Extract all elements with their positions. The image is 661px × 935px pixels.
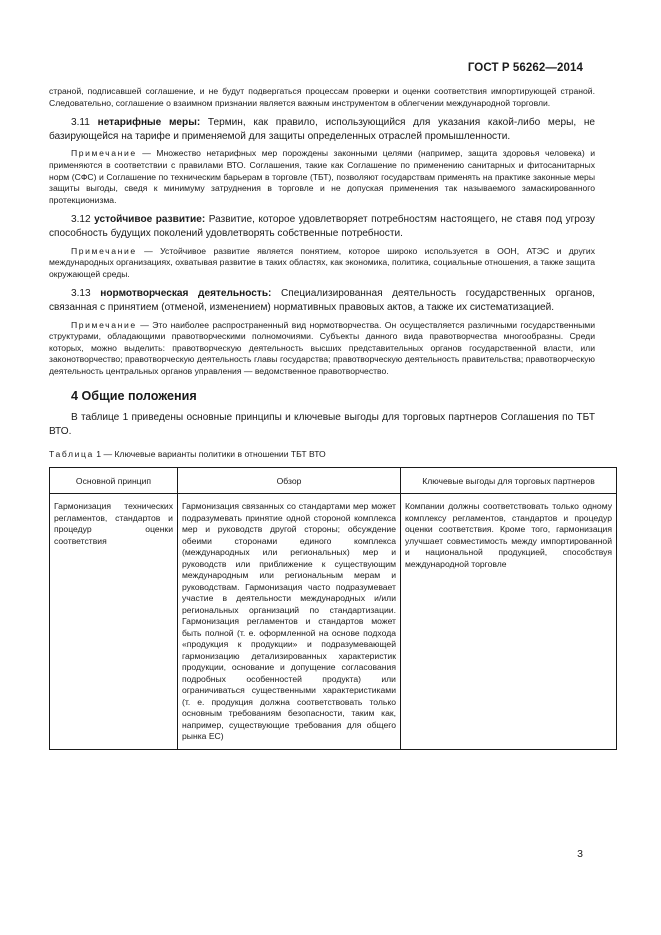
definition-term: устойчивое развитие: <box>94 214 206 226</box>
table-caption-text: 1 — Ключевые варианты политики в отношении ТБТ ВТО <box>96 448 326 459</box>
document-code: ГОСТ Р 56262—2014 <box>467 62 583 74</box>
cell-benefits: Компании должны соответствовать только одному комплексу регламентов, стандартов и процедур оценки соответствия. Кроме того, гармонизация улучшает совместимость между импортированной и национальной продукцией, способствуя международной торговле <box>401 494 617 750</box>
note-label: Примечание <box>71 319 137 330</box>
definition-3-13 <box>49 287 595 314</box>
definition-number: 3.13 <box>71 288 91 300</box>
definition-term: нормотворческая деятельность: <box>100 288 272 300</box>
definition-number: 3.11 <box>71 117 90 129</box>
definition-number: 3.12 <box>71 214 91 226</box>
header-principle: Основной принцип <box>50 467 178 494</box>
page-number: 3 <box>577 848 583 860</box>
page-content <box>49 86 612 750</box>
note-3-12 <box>49 246 595 281</box>
table-row <box>50 494 617 750</box>
definition-term: нетарифные меры: <box>97 117 201 129</box>
note-text: — Множество нетарифных мер порождены законными целями (например, защита здоровья человека) и применяются в соответствии с правилами ВТО. Соглашения, такие как Соглашение по применению санитарных и фитосанитарных норм (СФС) и Соглашение по техническим барьерам в торговле (ТБТ), позволяют государствам применять на практике законные меры защиты выгоды, сведя к минимуму затруднения в торговле и не допуская применения так называемого замаскированного протекционизма. <box>49 148 595 205</box>
section-paragraph: В таблице 1 приведены основные принципы и ключевые выгоды для торговых партнеров Соглашения по ТБТ ВТО. <box>49 412 595 438</box>
cell-principle: Гармонизация технических регламентов, стандартов и процедур оценки соответствия <box>50 494 178 750</box>
header-benefits: Ключевые выгоды для торговых партнеров <box>401 467 617 494</box>
cell-overview: Гармонизация связанных со стандартами мер может подразумевать принятие одной стороной комплекса мер и руководств другой стороны; обсуждение обеими сторонами единого комплекса (международных или региональных) мер и руководств или приближение к существующим международным или региональным мерам и руководствам. Гармонизация часто подразумевает участие в деятельности международных и/или региональных организаций по стандартизации. Гармонизация регламентов и стандартов может быть полной (т. е. оформленной на основе подхода «продукция к продукции» и подразумевающей гармонизацию детализированных характеристик продукции, основание и допущение согласования подробных особенностей продукта) или ограничиваться существенными характеристиками (т. е. продукция должна соответствовать только основным требованиям безопасности, таким как, например, существующие требования для общего рынка ЕС) <box>178 494 401 750</box>
table-caption-label: Таблица <box>49 448 94 459</box>
note-text: — Это наиболее распространенный вид нормотворчества. Он осуществляется различными государственными структурами, обладающими правотворческими полномочиями. Субъекты данного вида правотворчества многообразны. Среди которых, можно выделить: правотворческую деятельность высших представительных органов государственной власти, или законотворчество; правотворческую деятельность главы государства; правотворческую деятельность правительства; правотворческую деятельность центральных органов управления — ведомственное правотворчество. <box>49 319 596 376</box>
section-title: 4 Общие положения <box>71 389 197 404</box>
note-label: Примечание <box>71 245 137 256</box>
definition-3-12 <box>49 213 595 240</box>
definition-text: Развитие, которое удовлетворяет потребностям настоящего, не ставя под угрозу способность будущих поколений удовлетворять собственные потребности. <box>49 214 595 239</box>
definition-3-11 <box>49 116 595 143</box>
definition-text: Термин, как правило, использующийся для указания какой-либо меры, не базирующейся на тарифе и применяемой для защиты определенных отраслей промышленности. <box>49 117 596 142</box>
definition-text: Специализированная деятельность государственных органов, связанная с принятием (отменой, изменением) нормативных правовых актов, а также их систематизацией. <box>49 288 595 313</box>
note-3-11 <box>49 148 595 206</box>
table-caption <box>49 449 595 459</box>
header-overview: Обзор <box>178 467 401 494</box>
policy-table <box>49 467 617 750</box>
note-label: Примечание <box>71 148 137 159</box>
table-header-row <box>50 467 617 494</box>
intro-paragraph: страной, подписавшей соглашение, и не будут подвергаться процессам проверки и оценки соответствия импортирующей страной. Следовательно, соглашение о взаимном признании является важным инструментом в облегчении международной торговли. <box>49 86 595 108</box>
note-3-13 <box>49 320 595 378</box>
note-text: — Устойчивое развитие является понятием, которое широко используется в ООН, АТЭС и других международных организациях, охватывая развитие в таких областях, как экономика, политика, социальные отношения, а также защита окружающей среды. <box>49 245 595 279</box>
